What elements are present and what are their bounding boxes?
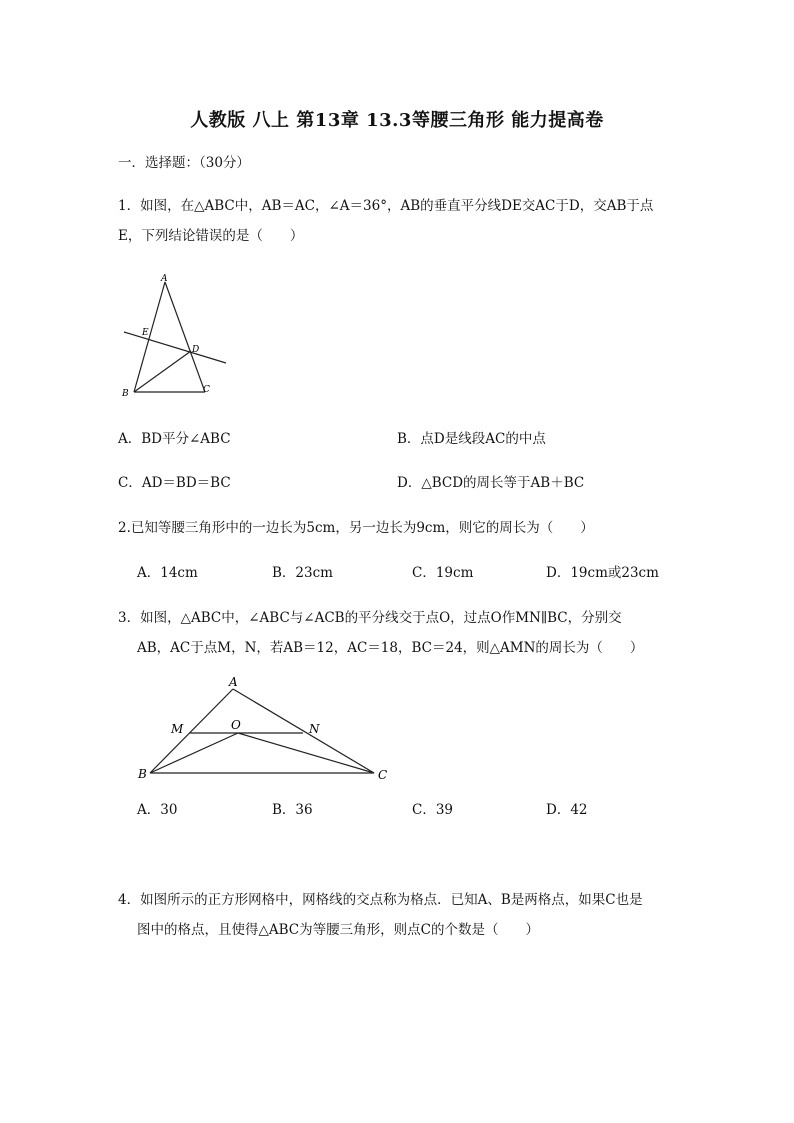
question-3-option-a[interactable]: A．30	[137, 802, 178, 818]
question-1-option-a[interactable]: A．BD平分∠ABC	[118, 431, 231, 447]
label-c: C	[378, 768, 388, 782]
question-1-option-b[interactable]: B．点D是线段AC的中点	[397, 431, 546, 447]
page-title: 人教版 八上 第13章 13.3等腰三角形 能力提高卷	[190, 110, 604, 131]
question-4-text-line-1: 4．如图所示的正方形网格中，网格线的交点称为格点．已知A、B是两格点，如果C也是	[118, 892, 643, 908]
segment-ac	[165, 282, 205, 392]
question-1-option-d[interactable]: D．△BCD的周长等于AB＋BC	[397, 475, 585, 491]
label-c: C	[203, 385, 210, 395]
label-m: M	[171, 722, 184, 736]
label-a: A	[161, 274, 168, 284]
label-b: B	[138, 767, 147, 781]
question-1-option-c[interactable]: C．AD＝BD＝BC	[118, 475, 231, 491]
segment-bd	[134, 351, 191, 392]
segment-bo	[150, 733, 238, 773]
question-3-option-c[interactable]: C．39	[412, 802, 454, 818]
question-3-option-b[interactable]: B．36	[272, 802, 313, 818]
question-1-text-line-2: E，下列结论错误的是（ ）	[118, 228, 304, 244]
question-2-text: 2.已知等腰三角形中的一边长为5cm，另一边长为9cm，则它的周长为（ ）	[118, 520, 594, 536]
segment-co	[238, 733, 374, 773]
segment-ac	[233, 689, 374, 773]
label-d: D	[192, 345, 200, 355]
question-2-option-a[interactable]: A．14cm	[137, 565, 198, 581]
label-o: O	[231, 718, 241, 732]
question-1-text-line-1: 1．如图，在△ABC中，AB＝AC，∠A＝36°，AB的垂直平分线DE交AC于D，交AB于点	[118, 198, 654, 214]
label-n: N	[309, 722, 320, 736]
label-e: E	[142, 328, 149, 338]
question-2-option-c[interactable]: C．19cm	[412, 565, 474, 581]
section-heading: 一．选择题：（30分）	[118, 155, 250, 171]
label-b: B	[122, 389, 129, 399]
question-3-option-d[interactable]: D．42	[546, 802, 588, 818]
question-4-text-line-2: 图中的格点，且使得△ABC为等腰三角形，则点C的个数是（ ）	[137, 922, 539, 938]
question-1-figure	[118, 272, 238, 402]
perpendicular-bisector-de	[124, 332, 226, 363]
label-a: A	[229, 675, 238, 689]
question-2-option-b[interactable]: B．23cm	[272, 565, 333, 581]
question-2-option-d[interactable]: D．19cm或23cm	[546, 565, 659, 581]
question-3-figure	[130, 672, 400, 787]
question-3-text-line-2: AB，AC于点M，N，若AB＝12，AC＝18，BC＝24，则△AMN的周长为（ ）	[137, 640, 644, 656]
segment-ab	[150, 689, 233, 773]
question-3-text-line-1: 3．如图，△ABC中，∠ABC与∠ACB的平分线交于点O，过点O作MN∥BC，分别交	[118, 610, 622, 626]
